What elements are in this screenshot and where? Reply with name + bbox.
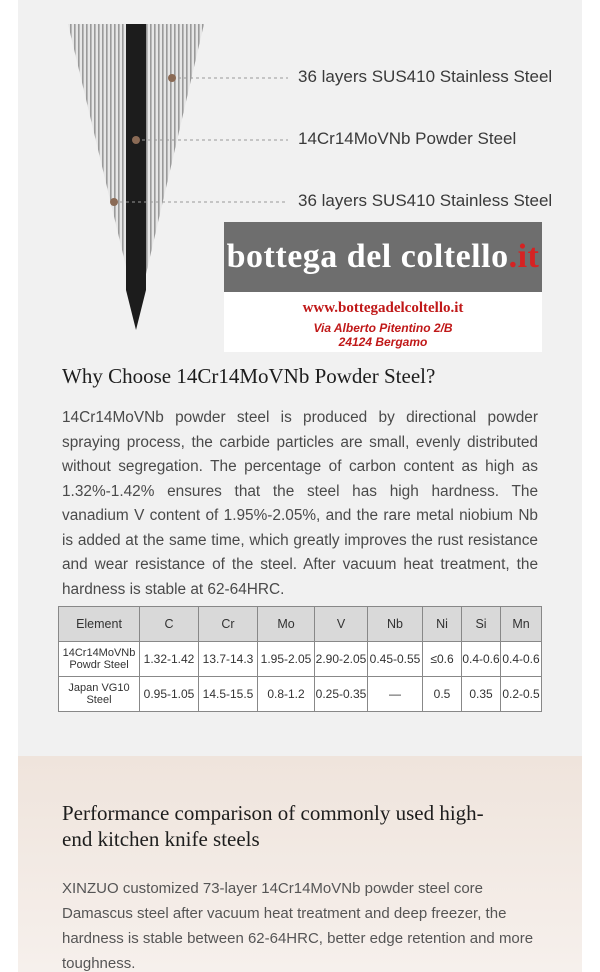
table-header-cell: Si bbox=[462, 607, 501, 642]
table-cell: 0.35 bbox=[462, 677, 501, 712]
table-cell: 0.95-1.05 bbox=[140, 677, 199, 712]
table-cell: 0.4-0.6 bbox=[501, 642, 542, 677]
table-cell: 0.5 bbox=[423, 677, 462, 712]
table-header-cell: Element bbox=[59, 607, 140, 642]
composition-table bbox=[58, 606, 542, 712]
table-header-row bbox=[59, 607, 542, 642]
table-row bbox=[59, 642, 542, 677]
store-address-city: 24124 Bergamo bbox=[338, 335, 428, 349]
performance-section bbox=[18, 756, 582, 972]
store-logo bbox=[224, 222, 542, 292]
table-cell: 1.32-1.42 bbox=[140, 642, 199, 677]
table-cell: 0.45-0.55 bbox=[368, 642, 423, 677]
table-header-cell: Mn bbox=[501, 607, 542, 642]
table-cell: 0.4-0.6 bbox=[462, 642, 501, 677]
section-body-performance: XINZUO customized 73-layer 14Cr14MoVNb powder steel core Damascus steel after vacuum heat treatment and deep freezer, the hardness is stable between 62-64HRC, better edge retention and more toughness. bbox=[62, 880, 534, 972]
right-cladding-layer bbox=[140, 24, 204, 300]
layer-label-core: 14Cr14MoVNb Powder Steel bbox=[298, 129, 517, 148]
store-address-street: Via Alberto Pitentino 2/B bbox=[313, 321, 453, 335]
table-cell: 0.8-1.2 bbox=[258, 677, 315, 712]
table-cell-element: Japan VG10 Steel bbox=[59, 677, 140, 712]
section-title-powder-steel: Why Choose 14Cr14MoVNb Powder Steel? bbox=[62, 364, 436, 388]
product-page bbox=[18, 0, 582, 972]
table-row bbox=[59, 677, 542, 712]
store-url: www.bottegadelcoltello.it bbox=[302, 300, 464, 316]
table-cell-element: 14Cr14MoVNb Powdr Steel bbox=[59, 642, 140, 677]
table-cell: 2.90-2.05 bbox=[315, 642, 368, 677]
table-cell: 0.25-0.35 bbox=[315, 677, 368, 712]
store-name: bottega del coltello bbox=[226, 238, 509, 275]
composition-table-wrap bbox=[58, 606, 542, 712]
marker-dot-2 bbox=[132, 136, 140, 144]
table-header-cell: Nb bbox=[368, 607, 423, 642]
store-name-tld: .it bbox=[508, 238, 540, 275]
table-cell: — bbox=[368, 677, 423, 712]
marker-dot-1 bbox=[168, 74, 176, 82]
table-header-cell: V bbox=[315, 607, 368, 642]
table-cell: 1.95-2.05 bbox=[258, 642, 315, 677]
store-banner bbox=[224, 222, 542, 352]
table-header-cell: C bbox=[140, 607, 199, 642]
table-header-cell: Ni bbox=[423, 607, 462, 642]
table-cell: ≤0.6 bbox=[423, 642, 462, 677]
store-address bbox=[224, 321, 542, 349]
section-body-powder-steel: 14Cr14MoVNb powder steel is produced by directional powder spraying process, the carbide particles are small, evenly distributed without segregation. The percentage of carbon content as high as 1.32%-1.42% ensures that the steel has high hardness. The vanadium V content of 1.95%-2.05%, and the rare metal niobium Nb is added at the same time, which greatly improves the rust resistance and wear resistance of the steel. After vacuum heat treatment, the hardness is stable at 62-64HRC. bbox=[62, 409, 538, 598]
marker-dot-3 bbox=[110, 198, 118, 206]
section-title-performance: Performance comparison of commonly used high-end kitchen knife steels bbox=[62, 801, 484, 851]
table-cell: 13.7-14.3 bbox=[199, 642, 258, 677]
core-steel-layer bbox=[126, 24, 146, 330]
table-cell: 14.5-15.5 bbox=[199, 677, 258, 712]
table-header-cell: Cr bbox=[199, 607, 258, 642]
table-header-cell: Mo bbox=[258, 607, 315, 642]
layer-label-outer-bottom: 36 layers SUS410 Stainless Steel bbox=[298, 191, 553, 210]
layer-label-outer-top: 36 layers SUS410 Stainless Steel bbox=[298, 67, 553, 86]
left-cladding-layer bbox=[68, 24, 134, 300]
table-cell: 0.2-0.5 bbox=[501, 677, 542, 712]
